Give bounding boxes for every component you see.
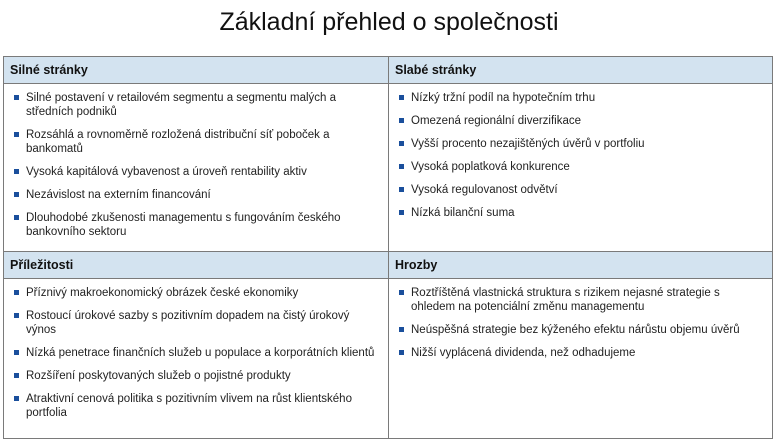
- opportunities-header: Příležitosti: [4, 251, 388, 279]
- list-item: Dlouhodobé zkušenosti managementu s fungováním českého bankovního sektoru: [14, 211, 382, 239]
- swot-table: [3, 56, 773, 439]
- square-bullet-icon: [14, 95, 19, 100]
- square-bullet-icon: [14, 350, 19, 355]
- list-item: Rostoucí úrokové sazby s pozitivním dopadem na čistý úrokový výnos: [14, 309, 382, 337]
- square-bullet-icon: [399, 350, 404, 355]
- square-bullet-icon: [399, 187, 404, 192]
- square-bullet-icon: [399, 164, 404, 169]
- square-bullet-icon: [14, 132, 19, 137]
- square-bullet-icon: [14, 313, 19, 318]
- weaknesses-quadrant: [389, 57, 772, 251]
- square-bullet-icon: [14, 169, 19, 174]
- list-item: Neúspěšná strategie bez kýženého efektu nárůstu objemu úvěrů: [399, 323, 766, 337]
- list-item: Omezená regionální diverzifikace: [399, 114, 766, 128]
- square-bullet-icon: [14, 215, 19, 220]
- square-bullet-icon: [399, 210, 404, 215]
- list-item: Nezávislost na externím financování: [14, 188, 382, 202]
- list-item: Atraktivní cenová politika s pozitivním vlivem na růst klientského portfolia: [14, 392, 382, 420]
- weaknesses-header: Slabé stránky: [389, 57, 772, 84]
- threats-header: Hrozby: [389, 251, 772, 279]
- threats-list: [389, 279, 772, 360]
- square-bullet-icon: [14, 396, 19, 401]
- list-item: Rozšíření poskytovaných služeb o pojistné produkty: [14, 369, 382, 383]
- list-item: Vysoká regulovanost odvětví: [399, 183, 766, 197]
- list-item: Vysoká poplatková konkurence: [399, 160, 766, 174]
- square-bullet-icon: [399, 327, 404, 332]
- list-item: Vyšší procento nezajištěných úvěrů v portfoliu: [399, 137, 766, 151]
- list-item: Vysoká kapitálová vybavenost a úroveň rentability aktiv: [14, 165, 382, 179]
- square-bullet-icon: [14, 290, 19, 295]
- strengths-list: [4, 84, 388, 239]
- list-item: Roztříštěná vlastnická struktura s rizikem nejasné strategie s ohledem na potenciální změnu managementu: [399, 286, 766, 314]
- list-item: Silné postavení v retailovém segmentu a segmentu malých a středních podniků: [14, 91, 382, 119]
- list-item: Nižší vyplácená dividenda, než odhadujeme: [399, 346, 766, 360]
- list-item: Nízký tržní podíl na hypotečním trhu: [399, 91, 766, 105]
- square-bullet-icon: [14, 192, 19, 197]
- threats-quadrant: [389, 251, 772, 438]
- opportunities-quadrant: [4, 251, 389, 438]
- square-bullet-icon: [14, 373, 19, 378]
- strengths-header: Silné stránky: [4, 57, 388, 84]
- weaknesses-list: [389, 84, 772, 220]
- square-bullet-icon: [399, 95, 404, 100]
- square-bullet-icon: [399, 290, 404, 295]
- opportunities-list: [4, 279, 388, 420]
- strengths-quadrant: [4, 57, 389, 251]
- square-bullet-icon: [399, 118, 404, 123]
- list-item: Příznivý makroekonomický obrázek české ekonomiky: [14, 286, 382, 300]
- list-item: Nízká penetrace finančních služeb u populace a korporátních klientů: [14, 346, 382, 360]
- list-item: Rozsáhlá a rovnoměrně rozložená distribuční síť poboček a bankomatů: [14, 128, 382, 156]
- list-item: Nízká bilanční suma: [399, 206, 766, 220]
- page-title: Základní přehled o společnosti: [219, 8, 559, 36]
- square-bullet-icon: [399, 141, 404, 146]
